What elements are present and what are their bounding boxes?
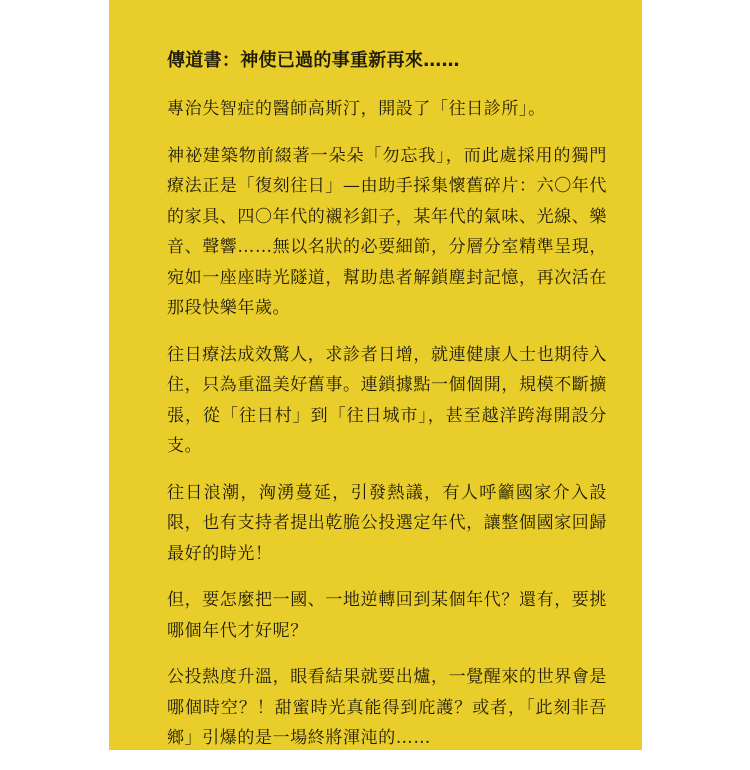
paragraph-6: 公投熱度升溫，眼看結果就要出爐，一覺醒來的世界會是哪個時空？！甜蜜時光真能得到庇護？或者，「此刻非吾鄉」引爆的是一場終將渾沌的…… [167,667,607,748]
cover-text-block [167,48,607,770]
paragraph-3: 往日療法成效驚人，求診者日增，就連健康人士也期待入住，只為重溫美好舊事。連鎖據點一個個開，規模不斷擴張，從「往日村」到「往日城市」，甚至越洋跨海開設分支。 [167,344,607,456]
paragraph-1: 專治失智症的醫師高斯汀，開設了「往日診所」。 [167,99,546,119]
paragraph-5: 但，要怎麼把一國、一地逆轉回到某個年代？還有，要挑哪個年代才好呢？ [167,590,607,641]
book-cover-panel [109,0,642,750]
paragraph-4: 往日浪潮，洶湧蔓延，引發熱議，有人呼籲國家介入設限，也有支持者提出乾脆公投選定年代，讓整個國家回歸最好的時光！ [167,482,607,564]
cover-title: 傳道書：神使已過的事重新再來…… [167,50,460,71]
paragraph-2: 神祕建築物前綴著一朵朵「勿忘我」，而此處採用的獨門療法正是「復刻往日」—由助手採集懷舊碎片：六〇年代的家具、四〇年代的襯衫釦子，某年代的氣味、光線、樂音、聲響……無以名狀的必要細節，分層分室精準呈現，宛如一座座時光隧道，幫助患者解鎖塵封記憶，再次活在那段快樂年歲。 [167,145,607,318]
